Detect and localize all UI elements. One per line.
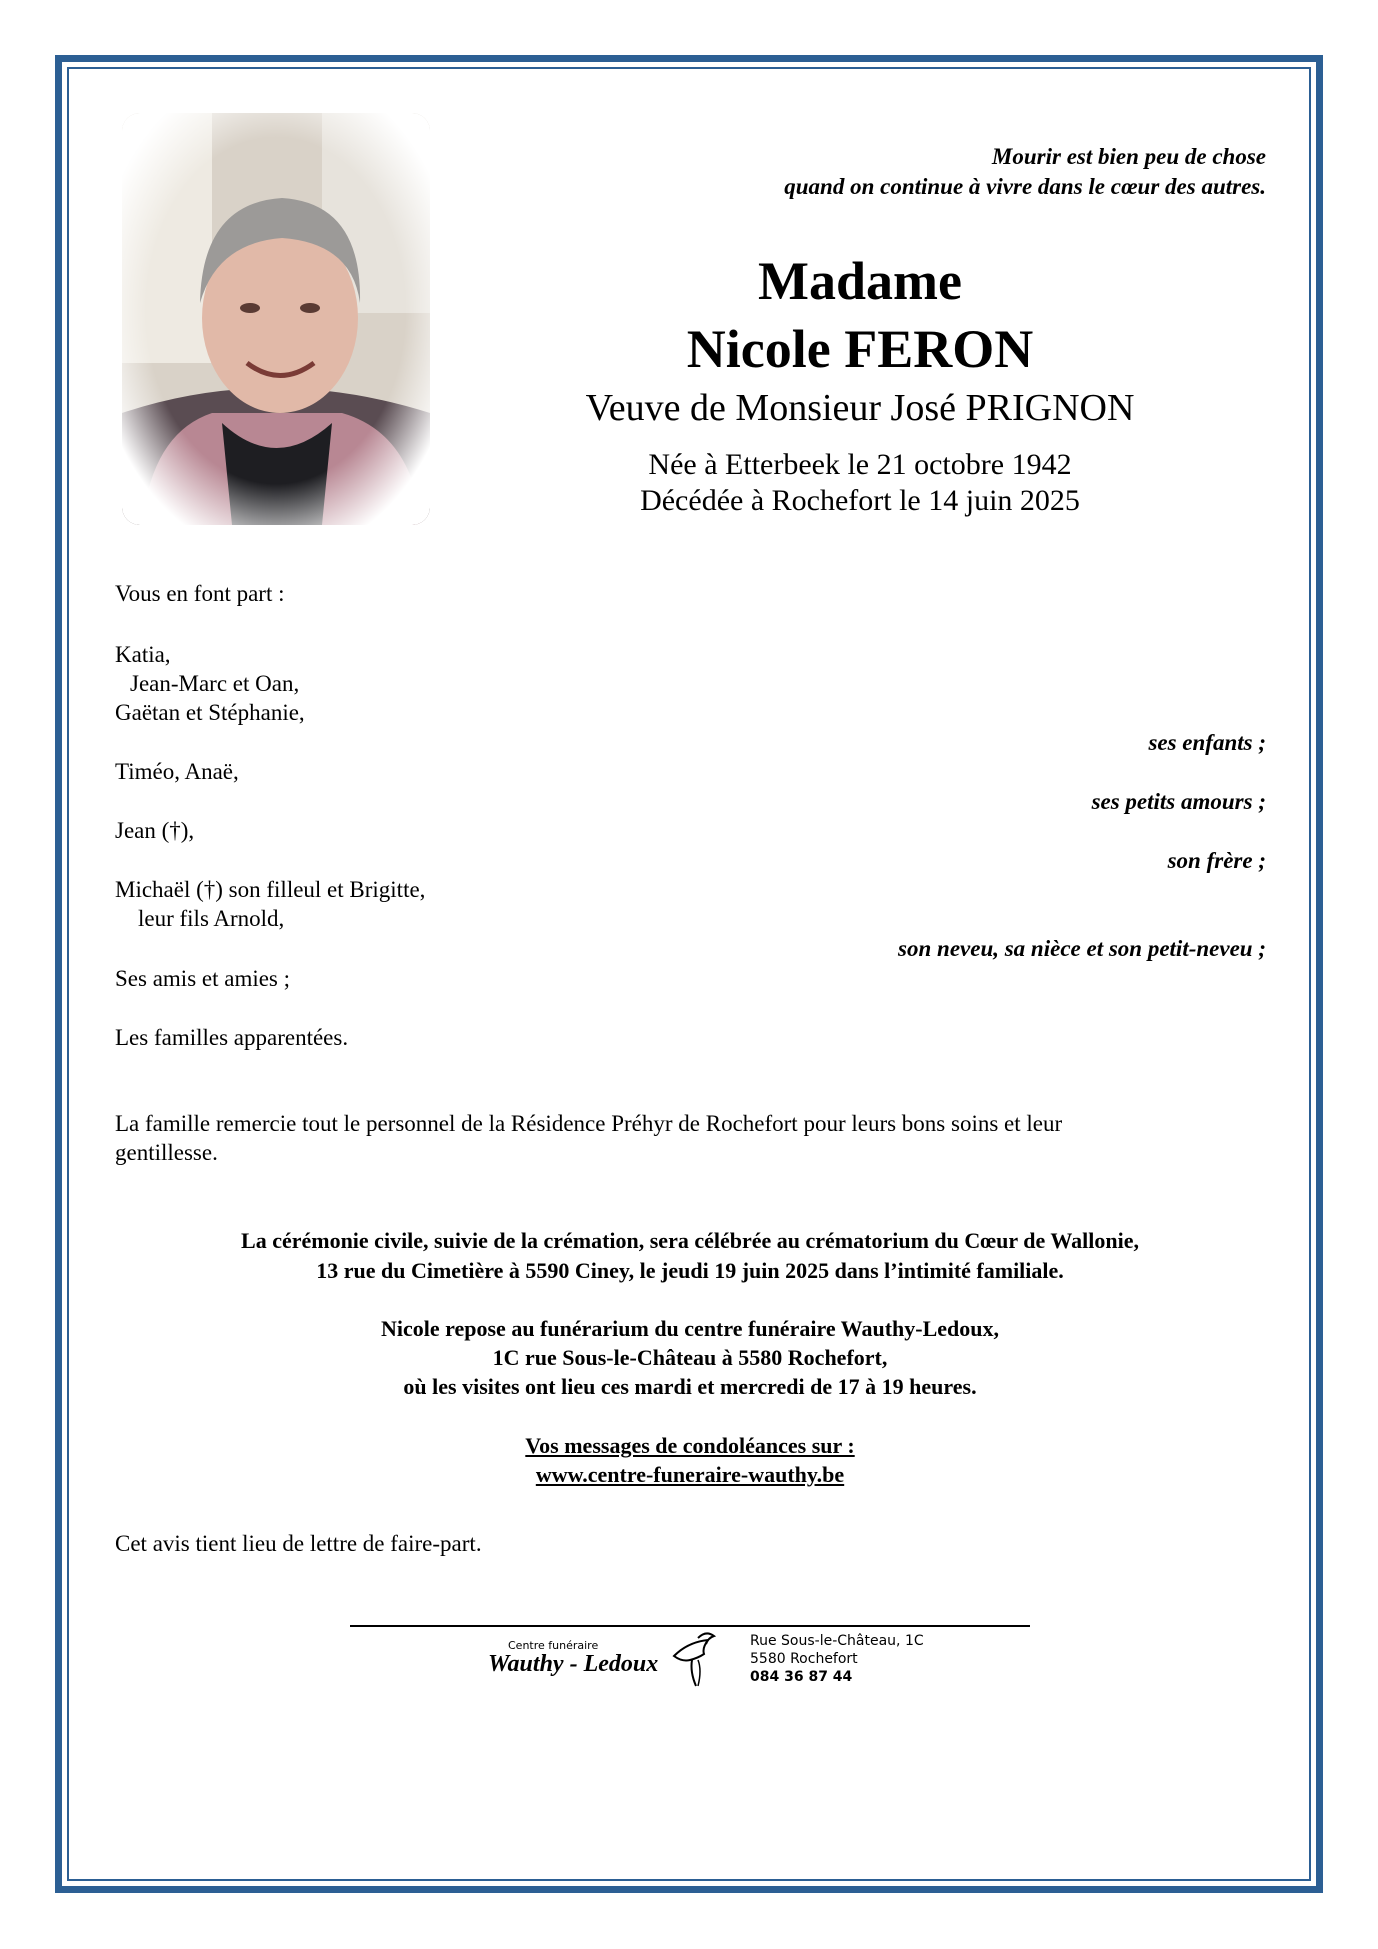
quote-line: Mourir est bien peu de chose: [991, 144, 1266, 169]
funeral-home-phone: 084 36 87 44: [750, 1669, 853, 1685]
deceased-name: Nicole FERON: [686, 319, 1034, 379]
family-intro: Vous en font part :: [115, 581, 285, 606]
quote: [784, 142, 1266, 202]
relation-nephew: son neveu, sa nièce et son petit-neveu ;: [898, 936, 1266, 961]
portrait-photo: [122, 113, 430, 525]
funeral-home-subtitle: Centre funéraire: [508, 1639, 599, 1652]
funeral-home-name: Wauthy - Ledoux: [488, 1651, 659, 1677]
dove-hand-icon: [668, 1628, 720, 1690]
honorific: Madame: [758, 251, 962, 311]
relation-brother: son frère ;: [1167, 848, 1266, 873]
relatives-line: Les familles apparentées.: [115, 1025, 349, 1050]
condolences-label: [140, 1431, 1240, 1461]
relation-grandchildren: ses petits amours ;: [1091, 789, 1266, 814]
relation-children: ses enfants ;: [1148, 730, 1266, 755]
family-member: leur fils Arnold,: [138, 906, 285, 931]
death-date: Décédée à Rochefort le 14 juin 2025: [640, 484, 1080, 517]
widow-of: Veuve de Monsieur José PRIGNON: [585, 387, 1135, 429]
portrait-illustration: [122, 113, 430, 525]
condolences-url: [140, 1460, 1240, 1490]
family-member: Katia,: [115, 642, 171, 667]
family-member: Timéo, Anaë,: [115, 759, 239, 784]
ceremony-line: La cérémonie civile, suivie de la crémation, sera célébrée au crématorium du Cœur de Wallonie,: [241, 1228, 1139, 1253]
family-member: Gaëtan et Stéphanie,: [115, 700, 305, 725]
birth-date: Née à Etterbeek le 21 octobre 1942: [648, 448, 1072, 481]
friends-line: Ses amis et amies ;: [115, 966, 291, 991]
family-member: Michaël (†) son filleul et Brigitte,: [115, 877, 426, 902]
viewing-line: 1C rue Sous-le-Château à 5580 Rochefort,: [492, 1345, 888, 1370]
viewing-line: Nicole repose au funérarium du centre funéraire Wauthy-Ledoux,: [380, 1316, 1000, 1341]
condolences-label-text: Vos messages de condoléances sur :: [525, 1433, 855, 1458]
thanks-line: La famille remercie tout le personnel de la Résidence Préhyr de Rochefort pour leurs bons soins et leur: [115, 1111, 1063, 1136]
thanks-line: gentillesse.: [115, 1140, 218, 1165]
closing-note: Cet avis tient lieu de lettre de faire-part.: [115, 1531, 482, 1556]
family-member: Jean (†),: [115, 818, 195, 843]
funeral-home-address: Rue Sous-le-Château, 1C: [750, 1633, 924, 1649]
quote-line: quand on continue à vivre dans le cœur des autres.: [784, 174, 1266, 199]
family-member: Jean-Marc et Oan,: [130, 671, 300, 696]
signature-line: [350, 1625, 1030, 1627]
funeral-home-city: 5580 Rochefort: [750, 1651, 858, 1667]
viewing-line: où les visites ont lieu ces mardi et mercredi de 17 à 19 heures.: [403, 1374, 977, 1399]
condolences-link[interactable]: www.centre-funeraire-wauthy.be: [535, 1462, 845, 1487]
ceremony-line: 13 rue du Cimetière à 5590 Ciney, le jeudi 19 juin 2025 dans l’intimité familiale.: [316, 1258, 1064, 1283]
